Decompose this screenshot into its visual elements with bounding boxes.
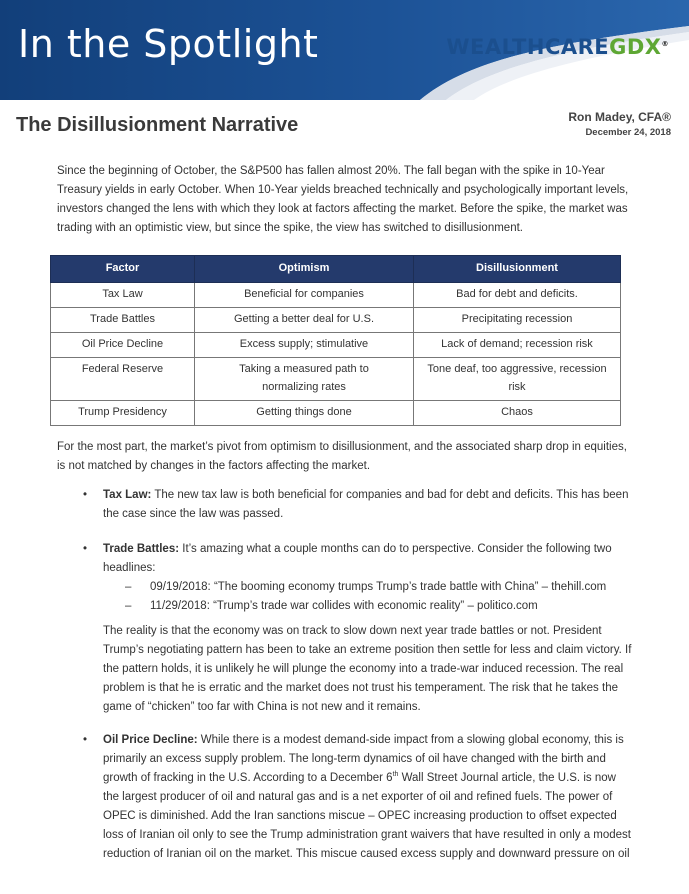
table-cell: Oil Price Decline bbox=[51, 333, 195, 358]
list-item-oil-price-decline bbox=[57, 731, 633, 864]
table-cell: Federal Reserve bbox=[51, 358, 195, 401]
headline-item: – 09/19/2018: “The booming economy trumps Trump’s trade battle with China” – thehill.com bbox=[125, 578, 633, 597]
table-header-optimism: Optimism bbox=[195, 256, 414, 283]
banner-title: In the Spotlight bbox=[18, 22, 319, 66]
table-cell: Bad for debt and deficits. bbox=[414, 283, 621, 308]
logo-part-2: GDX bbox=[609, 35, 662, 59]
header-banner bbox=[0, 0, 689, 100]
table-cell: Lack of demand; recession risk bbox=[414, 333, 621, 358]
table-cell: Beneficial for companies bbox=[195, 283, 414, 308]
article-title: The Disillusionment Narrative bbox=[16, 114, 299, 136]
factor-comparison-table bbox=[50, 255, 621, 426]
bullet-text: While there is a modest demand-side impact from a slowing global economy, this is primarily an excess supply problem. The long-term dynamics of oil have changed with the birth and growth of fracking in the U.S. According to a December 6 bbox=[103, 734, 624, 784]
article-body bbox=[57, 162, 633, 880]
logo-trademark: ® bbox=[661, 40, 669, 48]
after-table-paragraph: For the most part, the market’s pivot from optimism to disillusionment, and the associated sharp drop in equities, is not matched by changes in the factors affecting the market. bbox=[57, 441, 627, 472]
ordinal-superscript: th bbox=[392, 771, 399, 779]
list-item-trade-battles bbox=[57, 540, 633, 616]
table-row bbox=[51, 283, 621, 308]
table-cell: Taking a measured path to normalizing rates bbox=[195, 358, 414, 401]
table-header-factor: Factor bbox=[51, 256, 195, 283]
table-row bbox=[51, 308, 621, 333]
logo-part-1: WEALTHCARE bbox=[446, 35, 610, 59]
table-cell: Precipitating recession bbox=[414, 308, 621, 333]
table-row bbox=[51, 333, 621, 358]
list-item-tax-law bbox=[57, 486, 633, 524]
table-cell: Excess supply; stimulative bbox=[195, 333, 414, 358]
factor-bullet-list-2 bbox=[57, 731, 633, 864]
bullet-text: It’s amazing what a couple months can do to perspective. Consider the following two headlines: bbox=[103, 543, 612, 574]
table-cell: Tone deaf, too aggressive, recession risk bbox=[414, 358, 621, 401]
bullet-label: Oil Price Decline: bbox=[103, 734, 198, 746]
bullet-label: Trade Battles: bbox=[103, 543, 180, 555]
table-row bbox=[51, 358, 621, 401]
trade-battles-followup: The reality is that the economy was on track to slow down next year trade battles or not. President Trump’s negotiating pattern has been to take an extreme position then settle for less and claim victory. If the pattern holds, it is unlikely he will plunge the economy into a trade-war induced recession. The real problem is that he is erratic and the market does not trust his temperament. The risk that he takes the game of “chicken” too far with China is not new and it remains. bbox=[103, 625, 632, 713]
table-cell: Getting a better deal for U.S. bbox=[195, 308, 414, 333]
table-header-disillusionment: Disillusionment bbox=[414, 256, 621, 283]
bullet-text: The new tax law is both beneficial for companies and bad for debt and deficits. This has been the case since the law was passed. bbox=[103, 489, 629, 520]
factor-bullet-list bbox=[57, 486, 633, 616]
author-name: Ron Madey, CFA® bbox=[568, 110, 671, 124]
table-cell: Trade Battles bbox=[51, 308, 195, 333]
table-cell: Getting things done bbox=[195, 401, 414, 426]
table-header-row bbox=[51, 256, 621, 283]
table-row bbox=[51, 401, 621, 426]
wealthcare-gdx-logo bbox=[446, 35, 669, 59]
table-cell: Trump Presidency bbox=[51, 401, 195, 426]
intro-paragraph: Since the beginning of October, the S&P500 has fallen almost 20%. The fall began with the spike in 10-Year Treasury yields in early October. When 10-Year yields breached technically and psychologically important levels, investors changed the lens with which they look at factors affecting the market. Before the spike, the market was trading with an optimistic view, but since the spike, the view has switched to disillusionment. bbox=[57, 165, 629, 234]
publish-date: December 24, 2018 bbox=[585, 127, 671, 138]
bullet-label: Tax Law: bbox=[103, 489, 152, 501]
table-cell: Tax Law bbox=[51, 283, 195, 308]
headline-list bbox=[103, 578, 633, 616]
table-cell: Chaos bbox=[414, 401, 621, 426]
author-block bbox=[568, 110, 671, 138]
bullet-text-continued: Wall Street Journal article, the U.S. is now the largest producer of oil and natural gas and is a net exporter of oil and refined fuels. The power of OPEC is diminished. Add the Iran sanctions miscue – OPEC increasing production to offset expected loss of Iranian oil only to see the Trump administration grant waivers that have resulted in only a modest reduction of Iranian oil on the market. This miscue caused excess supply and downward pressure on oil bbox=[103, 772, 631, 860]
headline-item: – 11/29/2018: “Trump’s trade war collides with economic reality” – politico.com bbox=[125, 597, 633, 616]
